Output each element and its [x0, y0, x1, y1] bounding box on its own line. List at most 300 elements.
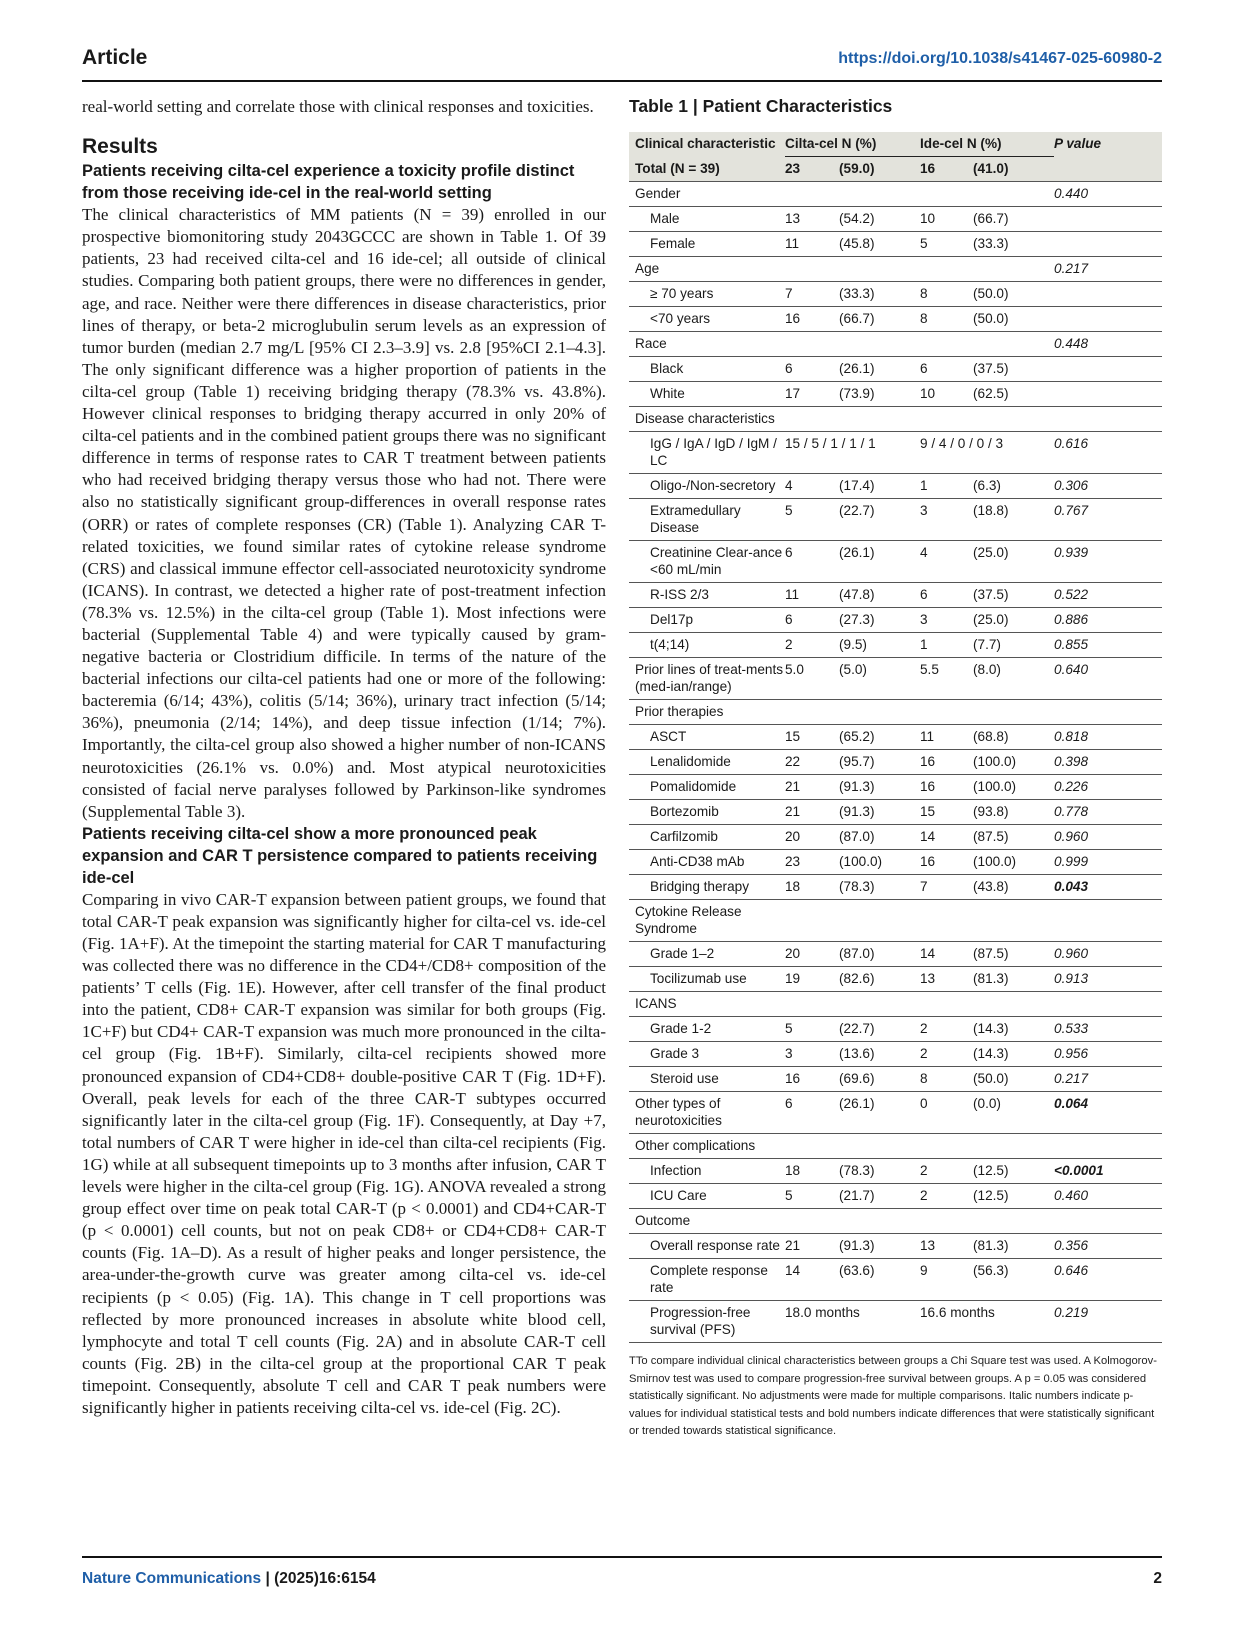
paragraph-toxicity: The clinical characteristics of MM patients (N = 39) enrolled in our prospective biomonitoring study 2043GCCC are shown in Table 1. Of 39 patients, 23 had received cilta-cel and 16 ide-cel; all outside of clinical studies. Comparing both patient groups, there were no differences in gender, age, and race. Neither were there differences in disease characteristics, prior lines of therapy, or beta-2 microglubulin serum levels as an expression of tumor burden (median 2.7 mg/L [95% CI 2.3–3.9] vs. 2.8 [95%CI 2.1–4.3]. The only significant difference was a higher proportion of patients in the cilta-cel group (Table 1) receiving bridging therapy (78.3% vs. 43.8%). However clinical responses to bridging therapy accurred in only 20% of cilta-cel patients and in the combined patient groups there was no significant difference in terms of response rates to CAR T treatment between patients who had received bridging therapy versus those who had not. There were also no statistically significant group-differences in overall response rates (ORR) or rates of complete responses (CR) (Table 1). Analyzing CAR T-related toxicities, we found similar rates of cytokine release syndrome (CRS) and classical immune effector cell-associated neurotoxicity syndrome (ICANS). In contrast, we detected a higher rate of post-treatment infection (78.3% vs. 12.5%) in the cilta-cel group (Table 1). Most infections were bacterial (Supplemental Table 4) and were typically caused by gram-negative bacteria or Clostridium difficile. In terms of the nature of the bacterial infections our cilta-cel patients had one or more of the following: bacteremia (6/14; 43%), colitis (5/14; 36%), urinary tract infection (5/14; 36%), pneumonia (2/14; 14%), and deep tissue infection (1/14; 7%). Importantly, the cilta-cel group also showed a higher number of non-ICANS neurotoxicities (26.1% vs. 0.0%) and. Most atypical neurotoxicities consisted of facial nerve paralyses followed by Parkinson-like syndromes (Supplemental Table 3).: [82, 205, 606, 821]
ide-n: 2: [920, 1188, 928, 1203]
cilta-pct: (13.6): [839, 1046, 875, 1061]
cilta-n: [785, 407, 839, 432]
ide-pct: [973, 332, 1054, 357]
row-label: Infection: [650, 1163, 702, 1178]
ide-pct: (100.0): [973, 779, 1017, 794]
ide-n: 6: [920, 361, 928, 376]
ide-n: 8: [920, 311, 928, 326]
journal-citation: [82, 1570, 376, 1588]
patient-characteristics-table: [629, 132, 1162, 1343]
cilta-pct: (21.7): [839, 1188, 875, 1203]
cilta-n: 11: [785, 236, 800, 251]
p-value: 0.460: [1054, 1188, 1089, 1203]
ide-n: [920, 1209, 973, 1234]
ide-pct: (25.0): [973, 612, 1009, 627]
p-value: 0.448: [1054, 336, 1089, 351]
row-label: Grade 1–2: [650, 946, 715, 961]
table-row: [629, 633, 1162, 658]
p-value: 0.440: [1054, 186, 1089, 201]
ide-n: 7: [920, 879, 928, 894]
table-row: [629, 1159, 1162, 1184]
cilta-pct: [839, 1209, 920, 1234]
row-label: Carfilzomib: [650, 829, 718, 844]
table-row: [629, 700, 1162, 725]
cilta-n: 21: [785, 779, 801, 794]
cilta-n: 16: [785, 311, 801, 326]
row-label: Anti-CD38 mAb: [650, 854, 745, 869]
cilta-pct: (26.1): [839, 361, 875, 376]
cilta-pct: (91.3): [839, 1238, 875, 1253]
table-row: [629, 583, 1162, 608]
cilta-pct: [839, 182, 920, 207]
table-row: [629, 232, 1162, 257]
row-label: Black: [650, 361, 684, 376]
p-value: [1054, 900, 1162, 942]
row-label: Prior therapies: [635, 704, 724, 719]
cilta-n: 14: [785, 1263, 801, 1278]
table-row: [629, 1134, 1162, 1159]
table-row: [629, 942, 1162, 967]
ide-pct: [973, 992, 1054, 1017]
table-row: [629, 382, 1162, 407]
p-value: 0.217: [1054, 261, 1089, 276]
cilta-value: 15 / 5 / 1 / 1 / 1: [785, 436, 876, 451]
table-row: [629, 1209, 1162, 1234]
row-label: Other complications: [635, 1138, 756, 1153]
ide-n: 4: [920, 545, 928, 560]
p-value: 0.646: [1054, 1263, 1089, 1278]
ide-n: 0: [920, 1096, 928, 1111]
cilta-n: 4: [785, 478, 793, 493]
intro-paragraph: real-world setting and correlate those with clinical responses and toxicities.: [82, 97, 594, 116]
table-row: [629, 432, 1162, 474]
table-row: [629, 182, 1162, 207]
row-label: ≥ 70 years: [650, 286, 714, 301]
cilta-pct: (78.3): [839, 1163, 875, 1178]
row-label: IgG / IgA / IgD / IgM / LC: [650, 436, 777, 468]
row-label: Bridging therapy: [650, 879, 749, 894]
subsection-heading-toxicity: Patients receiving cilta-cel experience a toxicity profile distinct from those receiving ide-cel in the real-world setting: [82, 162, 575, 203]
row-label: Lenalidomide: [650, 754, 731, 769]
cilta-n: 5.0: [785, 662, 804, 677]
cilta-pct: (65.2): [839, 729, 875, 744]
row-label: Del17p: [650, 612, 694, 627]
p-value: 0.219: [1054, 1305, 1089, 1320]
total-ide-pct: (41.0): [973, 157, 1054, 182]
table-row: [629, 282, 1162, 307]
p-value: 0.217: [1054, 1071, 1089, 1086]
p-value: [1054, 357, 1162, 382]
row-label: Progression-free survival (PFS): [650, 1305, 751, 1337]
header-cilta-cel: Cilta-cel N (%): [785, 132, 920, 157]
p-value: [1054, 232, 1162, 257]
cilta-pct: [839, 332, 920, 357]
ide-pct: (56.3): [973, 1263, 1009, 1278]
ide-pct: (81.3): [973, 971, 1009, 986]
table-header-row: [629, 132, 1162, 157]
p-value: 0.043: [1054, 879, 1089, 894]
row-label: ASCT: [650, 729, 687, 744]
doi-link[interactable]: https://doi.org/10.1038/s41467-025-60980-2: [838, 50, 1162, 67]
ide-n: [920, 900, 973, 942]
ide-pct: [973, 900, 1054, 942]
header-ide-cel: Ide-cel N (%): [920, 132, 1054, 157]
ide-pct: (14.3): [973, 1046, 1009, 1061]
cilta-n: [785, 700, 839, 725]
row-label: ICU Care: [650, 1188, 707, 1203]
ide-n: 2: [920, 1021, 928, 1036]
ide-n: [920, 992, 973, 1017]
cilta-pct: [839, 900, 920, 942]
row-label: Other types of neurotoxicities: [635, 1096, 722, 1128]
cilta-n: 3: [785, 1046, 793, 1061]
cilta-n: [785, 182, 839, 207]
ide-n: 1: [920, 637, 928, 652]
table-row: [629, 1067, 1162, 1092]
table-row: [629, 750, 1162, 775]
total-cilta-pct: (59.0): [839, 157, 920, 182]
ide-n: [920, 1134, 973, 1159]
table-row: [629, 541, 1162, 583]
ide-n: 5: [920, 236, 928, 251]
p-value: [1054, 307, 1162, 332]
table-row: [629, 207, 1162, 232]
cilta-n: 20: [785, 829, 801, 844]
row-label: Female: [650, 236, 696, 251]
row-label: Gender: [635, 186, 681, 201]
table-row: [629, 1259, 1162, 1301]
ide-n: 10: [920, 211, 936, 226]
ide-n: 8: [920, 1071, 928, 1086]
table-total-row: [629, 157, 1162, 182]
ide-n: [920, 332, 973, 357]
p-value: 0.398: [1054, 754, 1089, 769]
row-label: R-ISS 2/3: [650, 587, 709, 602]
table-row: [629, 1017, 1162, 1042]
table-row: [629, 307, 1162, 332]
table-row: [629, 1042, 1162, 1067]
p-value: 0.767: [1054, 503, 1089, 518]
row-label: Prior lines of treat-ments (med-ian/range): [635, 662, 784, 694]
table-row: [629, 875, 1162, 900]
cilta-n: [785, 257, 839, 282]
ide-pct: (93.8): [973, 804, 1009, 819]
cilta-pct: (33.3): [839, 286, 875, 301]
table-row: [629, 725, 1162, 750]
row-label: ICANS: [635, 996, 677, 1011]
p-value: [1054, 1134, 1162, 1159]
cilta-value: 18.0 months: [785, 1305, 860, 1320]
main-text-column: [82, 96, 606, 1419]
ide-n: 13: [920, 971, 936, 986]
ide-pct: (37.5): [973, 361, 1009, 376]
cilta-pct: (82.6): [839, 971, 875, 986]
ide-n: 15: [920, 804, 936, 819]
p-value: 0.306: [1054, 478, 1089, 493]
p-value: 0.960: [1054, 829, 1089, 844]
cilta-n: 6: [785, 361, 793, 376]
cilta-pct: (91.3): [839, 804, 875, 819]
table-footnote: TTo compare individual clinical characteristics between groups a Chi Square test was used. A Kolmogorov-Smirnov test was used to compare progression-free survival between groups. A p = 0.05 was considered statistically significant. No adjustments were made for multiple comparisons. Italic numbers indicate p-values for individual statistical tests and bold numbers indicate differences that were statistically significant or trended towards statistical significance.: [629, 1355, 1157, 1438]
table-row: [629, 257, 1162, 282]
total-ide-n: 16: [920, 157, 973, 182]
ide-n: 6: [920, 587, 928, 602]
ide-n: 11: [920, 729, 935, 744]
total-label: Total (N = 39): [629, 157, 785, 182]
header-p-value: P value: [1054, 132, 1162, 157]
row-label: Complete response rate: [650, 1263, 768, 1295]
cilta-n: 2: [785, 637, 793, 652]
paragraph-expansion: Comparing in vivo CAR-T expansion between patient groups, we found that total CAR-T peak expansion was significantly higher for cilta-cel vs. ide-cel (Fig. 1A+F). At the timepoint the starting material for CAR T manufacturing was collected there was no difference in the CD4+/CD8+ composition of the patients’ T cells (Fig. 1E). However, after cell transfer of the final product into the patient, CD8+ CAR-T expansion was similar for both groups (Fig. 1C+F) but CD4+ CAR-T expansion was much more pronounced in the cilta-cel group (Fig. 1B+F). Similarly, cilta-cel recipients showed more pronounced expansion of CD4+CD8+ double-positive CAR T (Fig. 1D+F). Overall, peak levels for each of the three CAR-T subtypes occurred significantly later in the cilta-cel group (Fig. 1F). Consequently, at Day +7, total numbers of CAR T were higher in ide-cel than cilta-cel recipients (Fig. 1G) while at all subsequent timepoints up to 3 months after infusion, CAR T levels were higher in the cilta-cel group (Fig. 1G). ANOVA revealed a strong group effect over time on peak total CAR-T (p < 0.0001) and CD4+CAR-T (p < 0.0001) cell counts, but not on peak CD8+ or CD4+CD8+ CAR-T counts (Fig. 1A–D). As a result of higher peaks and longer persistence, the area-under-the-growth curve was greater among cilta-cel vs. ide-cel recipients (p < 0.05) (Fig. 1A). This change in T cell proportions was reflected by more pronounced increases in absolute white blood cell, lymphocyte and total T cell counts (Fig. 2A) and in absolute CAR-T cell counts (Fig. 2B) in the cilta-cel group at the proportional CAR T peak timepoint. Consequently, absolute T cell and CAR T peak numbers were significantly higher in patients receiving cilta-cel vs. ide-cel (Fig. 2C).: [82, 889, 606, 1417]
cilta-pct: (54.2): [839, 211, 875, 226]
cilta-n: 18: [785, 879, 801, 894]
ide-n: 8: [920, 286, 928, 301]
p-value: <0.0001: [1054, 1163, 1104, 1178]
page-header: [82, 44, 1162, 82]
row-label: Pomalidomide: [650, 779, 737, 794]
table-row: [629, 1184, 1162, 1209]
p-value: [1054, 382, 1162, 407]
cilta-n: 6: [785, 612, 793, 627]
cilta-pct: (66.7): [839, 311, 875, 326]
ide-pct: (7.7): [973, 637, 1001, 652]
ide-pct: [973, 182, 1054, 207]
p-value: [1054, 1209, 1162, 1234]
row-label: t(4;14): [650, 637, 690, 652]
ide-value: 16.6 months: [920, 1305, 995, 1320]
cilta-pct: [839, 257, 920, 282]
total-cilta-n: 23: [785, 157, 839, 182]
row-label: Tocilizumab use: [650, 971, 747, 986]
cilta-pct: (45.8): [839, 236, 875, 251]
cilta-pct: (78.3): [839, 879, 875, 894]
cilta-n: 6: [785, 1096, 793, 1111]
row-label: Male: [650, 211, 680, 226]
ide-pct: [973, 700, 1054, 725]
row-label: Extramedullary Disease: [650, 503, 741, 535]
row-label: <70 years: [650, 311, 711, 326]
cilta-pct: (87.0): [839, 946, 875, 961]
ide-pct: (50.0): [973, 311, 1009, 326]
ide-pct: (12.5): [973, 1163, 1009, 1178]
table-row: [629, 1092, 1162, 1134]
cilta-pct: (22.7): [839, 503, 875, 518]
header-characteristic: Clinical characteristic: [629, 132, 785, 157]
cilta-n: 15: [785, 729, 801, 744]
cilta-n: 22: [785, 754, 801, 769]
ide-pct: (8.0): [973, 662, 1001, 677]
ide-n: [920, 700, 973, 725]
table-title: Table 1 | Patient Characteristics: [629, 96, 893, 116]
p-value: 0.778: [1054, 804, 1089, 819]
ide-pct: (14.3): [973, 1021, 1009, 1036]
p-value: 0.064: [1054, 1096, 1089, 1111]
ide-n: [920, 182, 973, 207]
ide-n: [920, 257, 973, 282]
p-value: 0.999: [1054, 854, 1089, 869]
cilta-n: 19: [785, 971, 801, 986]
page-number: 2: [1153, 1570, 1162, 1587]
ide-pct: [973, 407, 1054, 432]
ide-n: 14: [920, 829, 936, 844]
cilta-n: [785, 1209, 839, 1234]
table-row: [629, 800, 1162, 825]
ide-pct: (87.5): [973, 829, 1009, 844]
cilta-pct: (100.0): [839, 854, 883, 869]
cilta-pct: (9.5): [839, 637, 867, 652]
ide-n: 5.5: [920, 662, 939, 677]
ide-n: 10: [920, 386, 936, 401]
ide-pct: (37.5): [973, 587, 1009, 602]
table-row: [629, 900, 1162, 942]
results-heading: Results: [82, 135, 158, 159]
cilta-pct: (17.4): [839, 478, 875, 493]
table-row: [629, 850, 1162, 875]
ide-n: 9: [920, 1263, 928, 1278]
p-value: 0.913: [1054, 971, 1089, 986]
cilta-n: 16: [785, 1071, 801, 1086]
table-row: [629, 357, 1162, 382]
cilta-pct: [839, 992, 920, 1017]
cilta-pct: (47.8): [839, 587, 875, 602]
row-label: Outcome: [635, 1213, 691, 1228]
ide-n: 13: [920, 1238, 936, 1253]
table-row: [629, 775, 1162, 800]
cilta-n: [785, 992, 839, 1017]
ide-n: 16: [920, 779, 936, 794]
ide-pct: (68.8): [973, 729, 1009, 744]
cilta-pct: [839, 1134, 920, 1159]
cilta-pct: (26.1): [839, 1096, 875, 1111]
row-label: Age: [635, 261, 660, 276]
cilta-n: [785, 1134, 839, 1159]
row-label: Race: [635, 336, 667, 351]
cilta-pct: (22.7): [839, 1021, 875, 1036]
cilta-pct: (63.6): [839, 1263, 875, 1278]
table-row: [629, 825, 1162, 850]
ide-pct: (100.0): [973, 754, 1017, 769]
table-row: [629, 407, 1162, 432]
cilta-n: 7: [785, 286, 793, 301]
cilta-pct: [839, 407, 920, 432]
p-value: [1054, 282, 1162, 307]
ide-pct: (18.8): [973, 503, 1009, 518]
p-value: [1054, 207, 1162, 232]
row-label: Bortezomib: [650, 804, 719, 819]
cilta-n: 5: [785, 1188, 793, 1203]
cilta-pct: (73.9): [839, 386, 875, 401]
ide-pct: (87.5): [973, 946, 1009, 961]
table-row: [629, 1301, 1162, 1343]
p-value: [1054, 407, 1162, 432]
cilta-pct: (95.7): [839, 754, 875, 769]
ide-pct: (0.0): [973, 1096, 1001, 1111]
p-value: 0.886: [1054, 612, 1089, 627]
ide-pct: [973, 257, 1054, 282]
row-label: Oligo-/Non-secretory: [650, 478, 776, 493]
p-value: [1054, 992, 1162, 1017]
ide-n: 14: [920, 946, 936, 961]
cilta-n: 17: [785, 386, 801, 401]
ide-n: 3: [920, 612, 928, 627]
cilta-pct: (69.6): [839, 1071, 875, 1086]
page-footer: [82, 1556, 1162, 1587]
row-label: Grade 3: [650, 1046, 700, 1061]
p-value: 0.616: [1054, 436, 1089, 451]
cilta-n: 6: [785, 545, 793, 560]
ide-pct: (25.0): [973, 545, 1009, 560]
table-row: [629, 658, 1162, 700]
table-row: [629, 474, 1162, 499]
ide-pct: [973, 1209, 1054, 1234]
ide-pct: (66.7): [973, 211, 1009, 226]
article-label: Article: [82, 46, 148, 69]
cilta-pct: (91.3): [839, 779, 875, 794]
p-value: 0.226: [1054, 779, 1089, 794]
cilta-n: [785, 900, 839, 942]
cilta-n: 18: [785, 1163, 801, 1178]
cilta-n: [785, 332, 839, 357]
cilta-n: 21: [785, 804, 801, 819]
p-value: 0.356: [1054, 1238, 1089, 1253]
ide-n: 16: [920, 854, 936, 869]
table-row: [629, 1234, 1162, 1259]
row-label: Cytokine Release Syndrome: [635, 904, 742, 936]
cilta-pct: (87.0): [839, 829, 875, 844]
subsection-heading-expansion: Patients receiving cilta-cel show a more pronounced peak expansion and CAR T persistence compared to patients receiving ide-cel: [82, 824, 598, 887]
ide-n: [920, 407, 973, 432]
ide-pct: (81.3): [973, 1238, 1009, 1253]
ide-pct: (6.3): [973, 478, 1001, 493]
volume-citation: | (2025)16:6154: [261, 1570, 376, 1587]
p-value: 0.640: [1054, 662, 1089, 677]
table-row: [629, 967, 1162, 992]
table-column: [629, 96, 1162, 1441]
p-value: 0.939: [1054, 545, 1089, 560]
table-body: [629, 182, 1162, 1343]
ide-n: 16: [920, 754, 936, 769]
cilta-n: 13: [785, 211, 801, 226]
cilta-pct: (27.3): [839, 612, 875, 627]
p-value: 0.522: [1054, 587, 1089, 602]
ide-pct: (33.3): [973, 236, 1009, 251]
journal-name[interactable]: Nature Communications: [82, 1570, 262, 1587]
cilta-n: 5: [785, 1021, 793, 1036]
table-row: [629, 608, 1162, 633]
p-value: [1054, 700, 1162, 725]
cilta-n: 20: [785, 946, 801, 961]
table-row: [629, 992, 1162, 1017]
table-row: [629, 332, 1162, 357]
cilta-n: 5: [785, 503, 793, 518]
ide-pct: (50.0): [973, 1071, 1009, 1086]
row-label: Creatinine Clear-ance <60 mL/min: [650, 545, 783, 577]
cilta-pct: (26.1): [839, 545, 875, 560]
row-label: Overall response rate: [650, 1238, 780, 1253]
ide-n: 1: [920, 478, 928, 493]
cilta-pct: [839, 700, 920, 725]
ide-n: 2: [920, 1163, 928, 1178]
table-row: [629, 499, 1162, 541]
p-value: 0.533: [1054, 1021, 1089, 1036]
p-value: 0.855: [1054, 637, 1089, 652]
row-label: Disease characteristics: [635, 411, 775, 426]
row-label: Steroid use: [650, 1071, 719, 1086]
ide-pct: (12.5): [973, 1188, 1009, 1203]
p-value: 0.818: [1054, 729, 1089, 744]
cilta-pct: (5.0): [839, 662, 867, 677]
ide-value: 9 / 4 / 0 / 0 / 3: [920, 436, 1004, 451]
